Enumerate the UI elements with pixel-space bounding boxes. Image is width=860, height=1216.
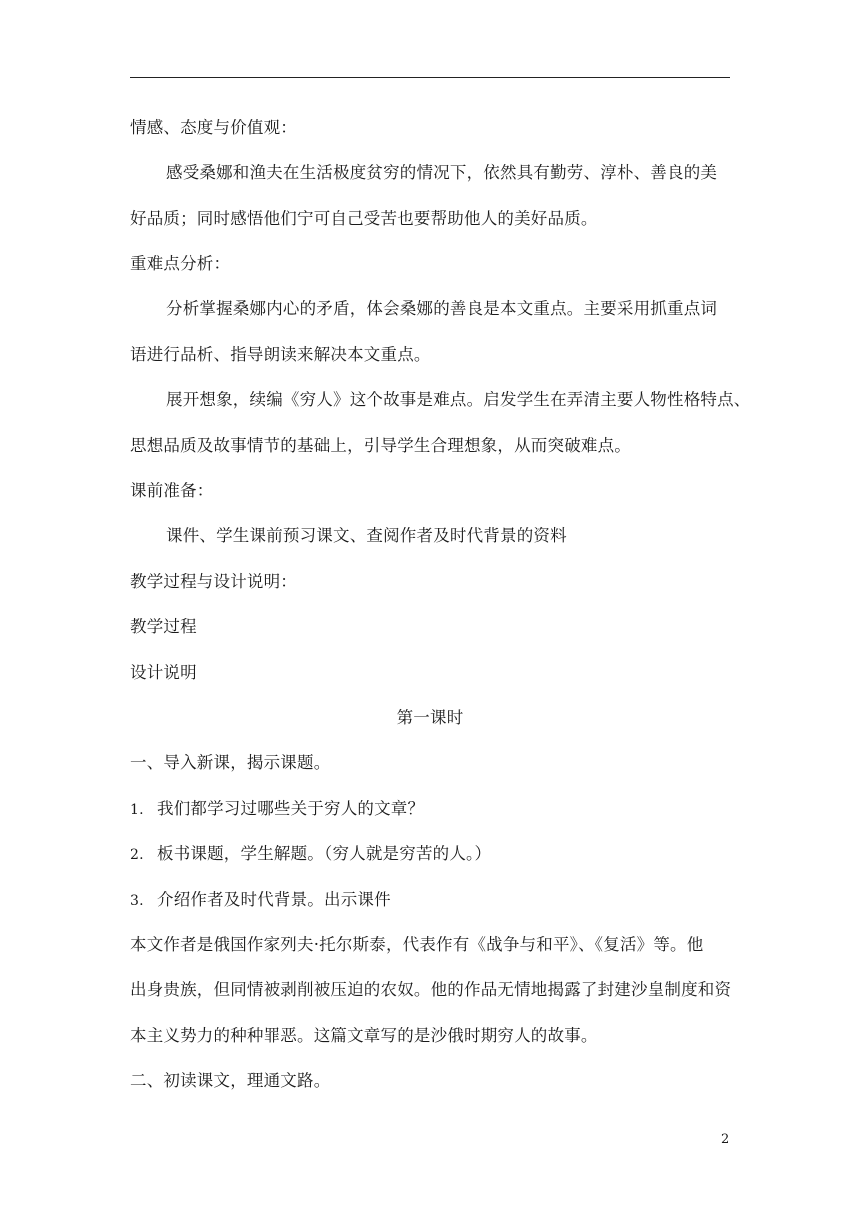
- list-item: [130, 798, 424, 821]
- header-rule: [130, 77, 730, 78]
- heading-process: 教学过程与设计说明：: [130, 572, 297, 591]
- column-label-process: 教学过程: [130, 617, 197, 636]
- list-text: 我们都学习过哪些关于穷人的文章？: [157, 799, 425, 818]
- paragraph-line: 课件、学生课前预习课文、查阅作者及时代背景的资料: [166, 526, 567, 545]
- heading-part1: 一、导入新课，揭示课题。: [130, 753, 331, 772]
- paragraph-line: 本文作者是俄国作家列夫·托尔斯泰，代表作有《战争与和平》、《复活》等。他: [130, 935, 704, 954]
- heading-prep: 课前准备：: [130, 481, 214, 500]
- list-text: 介绍作者及时代背景。出示课件: [157, 890, 391, 909]
- paragraph-line: 感受桑娜和渔夫在生活极度贫穷的情况下，依然具有勤劳、淳朴、善良的美: [166, 163, 718, 182]
- list-number: 1.: [130, 802, 144, 818]
- list-text: 板书课题，学生解题。（穷人就是穷苦的人。）: [157, 844, 492, 863]
- lesson-title: 第一课时: [396, 708, 464, 727]
- list-item: [130, 843, 491, 866]
- paragraph-line: 本主义势力的种种罪恶。这篇文章写的是沙俄时期穷人的故事。: [130, 1026, 598, 1045]
- paragraph-line: 思想品质及故事情节的基础上，引导学生合理想象，从而突破难点。: [130, 436, 631, 455]
- paragraph-line: 分析掌握桑娜内心的矛盾，体会桑娜的善良是本文重点。主要采用抓重点词: [166, 299, 718, 318]
- heading-emotion: 情感、态度与价值观：: [130, 118, 297, 137]
- paragraph-line: 好品质；同时感悟他们宁可自己受苦也要帮助他人的美好品质。: [130, 209, 598, 228]
- list-number: 3.: [130, 893, 144, 909]
- page-number: 2: [721, 1132, 730, 1147]
- list-item: [130, 889, 391, 912]
- column-label-notes: 设计说明: [130, 663, 197, 682]
- list-number: 2.: [130, 847, 144, 863]
- paragraph-line: 出身贵族，但同情被剥削被压迫的农奴。他的作品无情地揭露了封建沙皇制度和资: [130, 980, 732, 999]
- paragraph-line: 展开想象，续编《穷人》这个故事是难点。启发学生在弄清主要人物性格特点、: [166, 390, 751, 409]
- heading-keypoints: 重难点分析：: [130, 254, 231, 273]
- heading-part2: 二、初读课文，理通文路。: [130, 1071, 331, 1090]
- paragraph-line: 语进行品析、指导朗读来解决本文重点。: [130, 345, 431, 364]
